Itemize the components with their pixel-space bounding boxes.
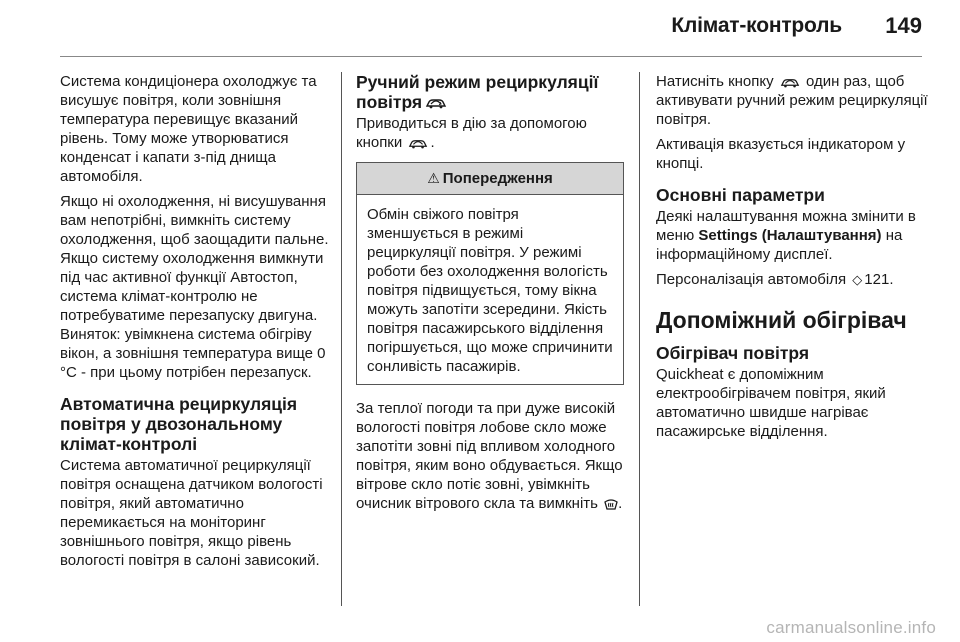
recirculation-car-icon <box>408 138 428 149</box>
column-right <box>656 72 928 447</box>
heading-auto-recirculation: Автоматична рециркуляція повітря у двозональному клімат-контролі <box>60 394 298 454</box>
page-header <box>0 0 960 56</box>
recirculation-car-icon <box>780 77 800 88</box>
paragraph-ac-function: Система кондиціонера охолоджує та висушує повітря, коли зовнішня температура перевищує вказаний рівень. Тому може утворюватися конденсат і капати з-під днища автомобіля. <box>60 73 317 185</box>
windshield-defrost-icon <box>604 498 618 510</box>
header-divider <box>60 56 922 57</box>
settings-menu-name: Settings (Налаштування) <box>698 227 882 244</box>
column-middle <box>356 72 624 519</box>
column-left <box>60 72 332 576</box>
page-number: 149 <box>885 13 922 38</box>
warning-box <box>356 162 624 385</box>
recirculation-car-icon <box>425 97 447 109</box>
page-reference: 121 <box>864 271 890 288</box>
heading-basic-settings: Основні параметри <box>656 185 825 205</box>
section-title: Клімат-контроль <box>671 14 842 37</box>
paragraph-quickheat: Quickheat є допоміжним електрообігрівачем повітря, який автоматично швидше нагріває пасажирське відділення. <box>656 366 886 440</box>
heading-manual-recirculation: Ручний режим рециркуляції повітря <box>356 72 599 112</box>
column-divider <box>341 72 342 606</box>
paragraph-manual-activation: Приводиться в дію за допомогою кнопки . <box>356 115 587 151</box>
watermark: carmanualsonline.info <box>766 618 936 637</box>
paragraph-ac-off: Якщо ні охолодження, ні висушування вам непотрібні, вимкніть систему охолодження, щоб заощадити пальне. Якщо систему охолодження вимкнути під час активної функції Автостоп, система клімат-контролю не потребуватиме перезапуску двигуна. Виняток: увімкнена система обігріву вікон, а зовнішня температура вище 0 °C - при цьому потрібен перезапуск. <box>60 193 329 381</box>
paragraph-settings-menu: Деякі налаштування можна змінити в меню Settings (Налаштування) на інформаційному дисплеї. <box>656 208 916 263</box>
warning-text: Обмін свіжого повітря зменшується в режимі рециркуляції повітря. У режимі роботи без охолодження вологість повітря підвищується, тому вікна можуть запотіти зсередини. Якість повітря пасажирського відділення погіршується, що може спричинити сонливість пасажирів. <box>367 206 613 375</box>
paragraph-personalization: Персоналізація автомобіля ◇ 121. <box>656 271 894 288</box>
warning-triangle-icon: ⚠ <box>427 170 440 186</box>
paragraph-fogging: За теплої погоди та при дуже високій вологості повітря лобове скло може запотіти зовні під впливом холодного повітря, яким воно обдувається. Якщо вітрове скло потіє зовні, увімкніть очисник вітрового скла та вимкніть . <box>356 400 623 512</box>
heading-auxiliary-heater: Допоміжний обігрівач <box>656 307 907 333</box>
paragraph-indicator: Активація вказується індикатором у кнопці. <box>656 136 906 172</box>
paragraph-press-button: Натисніть кнопку один раз, щоб активувати ручний режим рециркуляції повітря. <box>656 73 928 128</box>
paragraph-auto-recirculation: Система автоматичної рециркуляції повітря оснащена датчиком вологості повітря, який автоматично перемикається на моніторинг зовнішнього повітря, якщо рівень вологості повітря в салоні зависокий. <box>60 457 323 569</box>
heading-air-heater: Обігрівач повітря <box>656 343 810 363</box>
warning-header: ⚠ Попередження <box>357 163 623 195</box>
page-reference-icon: ◇ <box>852 272 863 287</box>
column-divider <box>639 72 640 606</box>
